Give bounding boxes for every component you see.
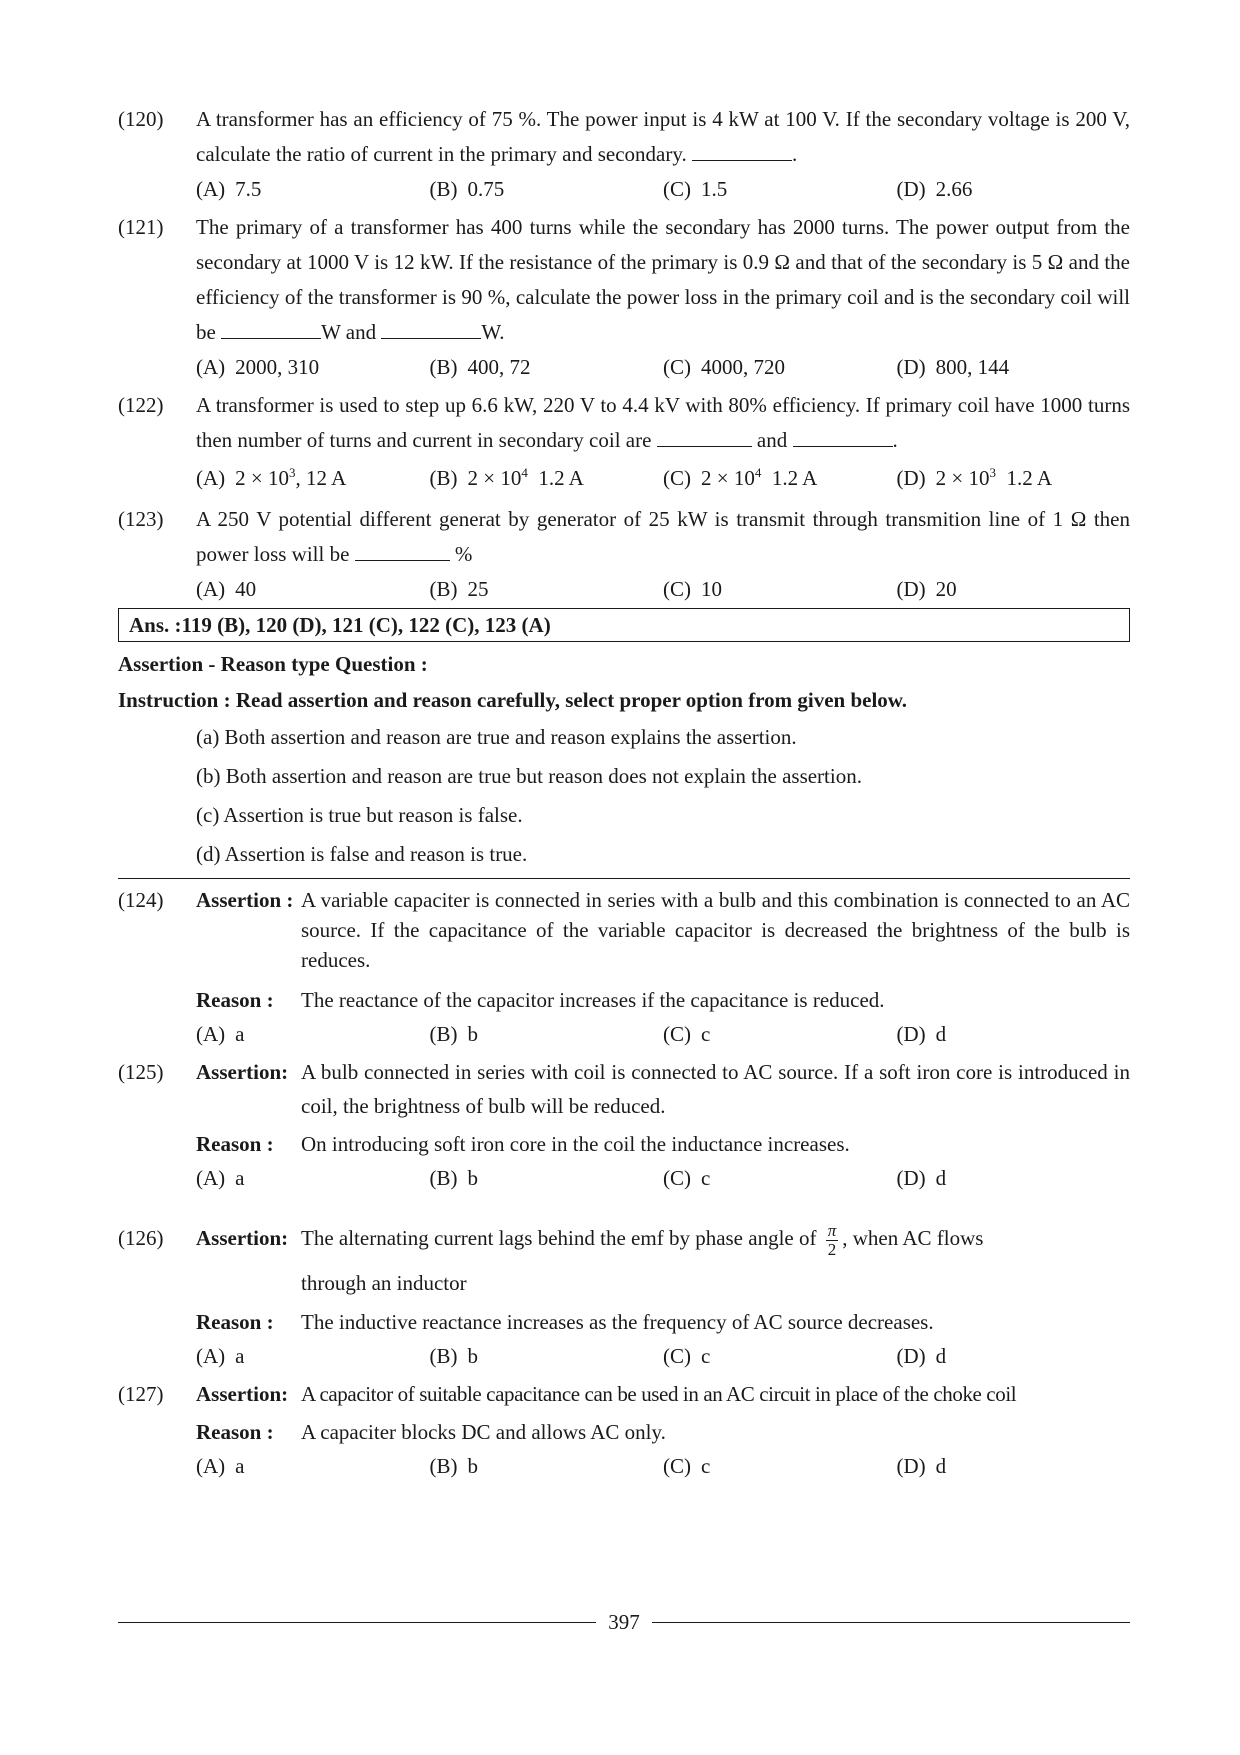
option-b: (B) b [429, 1344, 478, 1368]
footer-rule-right [652, 1622, 1130, 1623]
question-number: (123) [118, 507, 164, 531]
answer-blank [381, 316, 481, 339]
option-d: (D) 2.66 [896, 177, 973, 201]
question-end: W. [481, 320, 505, 344]
question-number: (122) [118, 393, 164, 417]
question-text: A transformer is used to step up 6.6 kW, 220 V to 4.4 kV with 80% efficiency. If primary coil have 1000 turns then number of turns and current in secondary coil are [196, 393, 1130, 452]
assertion-text: A bulb connected in series with coil is connected to AC source. If a soft iron core is introduced in coil, the brightness of bulb will be reduced. [301, 1060, 1130, 1118]
option-c: (C) c [663, 1166, 711, 1190]
section-heading: Assertion - Reason type Question : [118, 652, 428, 676]
option-a: (A) 7.5 [196, 177, 262, 201]
assertion-label: Assertion: [196, 1226, 289, 1250]
option-b: (B) b [429, 1454, 478, 1478]
question-end: % [454, 542, 473, 566]
question-number: (126) [118, 1226, 164, 1250]
question-123 [118, 502, 1130, 572]
option-b: (B) b [429, 1022, 478, 1046]
instruction-item: (b) Both assertion and reason are true but reason does not explain the assertion. [196, 764, 862, 788]
assertion-label: Assertion: [196, 1060, 289, 1084]
question-122 [118, 388, 1130, 458]
assertion-label: Assertion : [196, 888, 294, 912]
question-mid: W and [321, 320, 377, 344]
option-a: (A) a [196, 1022, 245, 1046]
reason-text: A capaciter blocks DC and allows AC only. [301, 1420, 666, 1444]
assertion-label: Assertion: [196, 1382, 289, 1406]
option-d: (D) d [896, 1166, 947, 1190]
question-number: (125) [118, 1060, 164, 1084]
instruction-item: (c) Assertion is true but reason is false. [196, 803, 523, 827]
question-number: (124) [118, 888, 164, 912]
options-123 [118, 572, 1130, 606]
options-121 [118, 350, 1130, 384]
question-page [118, 98, 1130, 1483]
options-125 [118, 1161, 1130, 1195]
page-number: 397 [608, 1610, 640, 1634]
question-124 [118, 883, 1130, 1017]
divider [118, 878, 1130, 879]
question-126 [118, 1213, 1130, 1339]
question-text: A transformer has an efficiency of 75 %. The power input is 4 kW at 100 V. If the secondary voltage is 200 V, calculate the ratio of current in the primary and secondary. [196, 107, 1130, 166]
reason-label: Reason : [196, 1420, 274, 1444]
reason-label: Reason : [196, 1132, 274, 1156]
option-c: (C) 10 [663, 577, 722, 601]
question-and: and [756, 428, 788, 452]
question-121 [118, 210, 1130, 350]
question-end: . [892, 428, 898, 452]
option-c: (C) $2 \times 10^4$ 1.2 A [663, 465, 818, 490]
option-a: (A) 2000, 310 [196, 355, 320, 379]
question-number: (121) [118, 215, 164, 239]
question-125 [118, 1055, 1130, 1161]
option-a: (A) a [196, 1166, 245, 1190]
reason-text: The reactance of the capacitor increases if the capacitance is reduced. [301, 988, 885, 1012]
reason-label: Reason : [196, 1310, 274, 1334]
page-footer [118, 1610, 1130, 1635]
option-c: (C) 4000, 720 [663, 355, 785, 379]
option-b: (B) 400, 72 [429, 355, 531, 379]
option-b: (B) $2 \times 10^4$ 1.2 A [429, 465, 584, 490]
option-b: (B) b [429, 1166, 478, 1190]
question-120 [118, 102, 1130, 172]
option-c: (C) c [663, 1022, 711, 1046]
option-a: (A) a [196, 1344, 245, 1368]
instruction-list [118, 718, 1130, 874]
answer-blank [221, 316, 321, 339]
option-c: (C) 1.5 [663, 177, 728, 201]
question-127 [118, 1377, 1130, 1449]
assertion-text: The alternating current lags behind the emf by phase angle of $\frac{\pi}{2}$ , when AC flows [301, 1220, 984, 1259]
option-a: (A) $2 \times 10^3$, 12 A [196, 465, 347, 490]
options-120 [118, 172, 1130, 206]
option-a: (A) 40 [196, 577, 257, 601]
option-b: (B) 0.75 [429, 177, 505, 201]
answer-key-box: Ans. :119 (B), 120 (D), 121 (C), 122 (C), 123 (A) [118, 608, 1130, 642]
options-127 [118, 1449, 1130, 1483]
option-a: (A) a [196, 1454, 245, 1478]
option-c: (C) c [663, 1454, 711, 1478]
reason-text: On introducing soft iron core in the coil the inductance increases. [301, 1132, 850, 1156]
question-end: . [792, 142, 798, 166]
question-text: A 250 V potential different generat by generator of 25 kW is transmit through transmition line of 1 Ω then power loss will be [196, 507, 1130, 566]
assertion-text: A variable capaciter is connected in series with a bulb and this combination is connected to an AC source. If the capacitance of the variable capacitor is decreased the brightness of the bulb is reduces. [301, 888, 1130, 972]
assertion-text: A capacitor of suitable capacitance can be used in an AC circuit in place of the choke coil [301, 1382, 1017, 1406]
options-124 [118, 1017, 1130, 1051]
option-d: (D) d [896, 1022, 947, 1046]
question-number: (127) [118, 1382, 164, 1406]
option-d: (D) $2 \times 10^3$ 1.2 A [896, 465, 1053, 490]
assertion-text-continued: through an inductor [301, 1271, 467, 1295]
option-d: (D) 20 [896, 577, 957, 601]
options-126 [118, 1339, 1130, 1373]
reason-label: Reason : [196, 988, 274, 1012]
reason-text: The inductive reactance increases as the frequency of AC source decreases. [301, 1310, 934, 1334]
instruction-item: (a) Both assertion and reason are true and reason explains the assertion. [196, 725, 797, 749]
pi-over-two-fraction: $\frac{\pi}{2}$ [827, 1220, 837, 1259]
option-d: (D) d [896, 1454, 947, 1478]
options-122 [118, 458, 1130, 498]
option-d: (D) d [896, 1344, 947, 1368]
option-d: (D) 800, 144 [896, 355, 1010, 379]
answer-blank [355, 538, 450, 561]
instruction-item: (d) Assertion is false and reason is true. [196, 842, 528, 866]
question-number: (120) [118, 107, 164, 131]
answer-blank [692, 138, 792, 161]
question-text: The primary of a transformer has 400 turns while the secondary has 2000 turns. The power output from the secondary at 1000 V is 12 kW. If the resistance of the primary is 0.9 Ω and that of the secondary is 5 Ω and the efficiency of the transformer is 90 %, calculate the power loss in the primary coil and is the secondary coil will be [196, 215, 1130, 344]
answer-blank [657, 424, 752, 447]
instruction: Instruction : Read assertion and reason carefully, select proper option from given below. [118, 688, 908, 712]
option-c: (C) c [663, 1344, 711, 1368]
footer-rule-left [118, 1622, 596, 1623]
answer-blank [793, 424, 893, 447]
option-b: (B) 25 [429, 577, 489, 601]
